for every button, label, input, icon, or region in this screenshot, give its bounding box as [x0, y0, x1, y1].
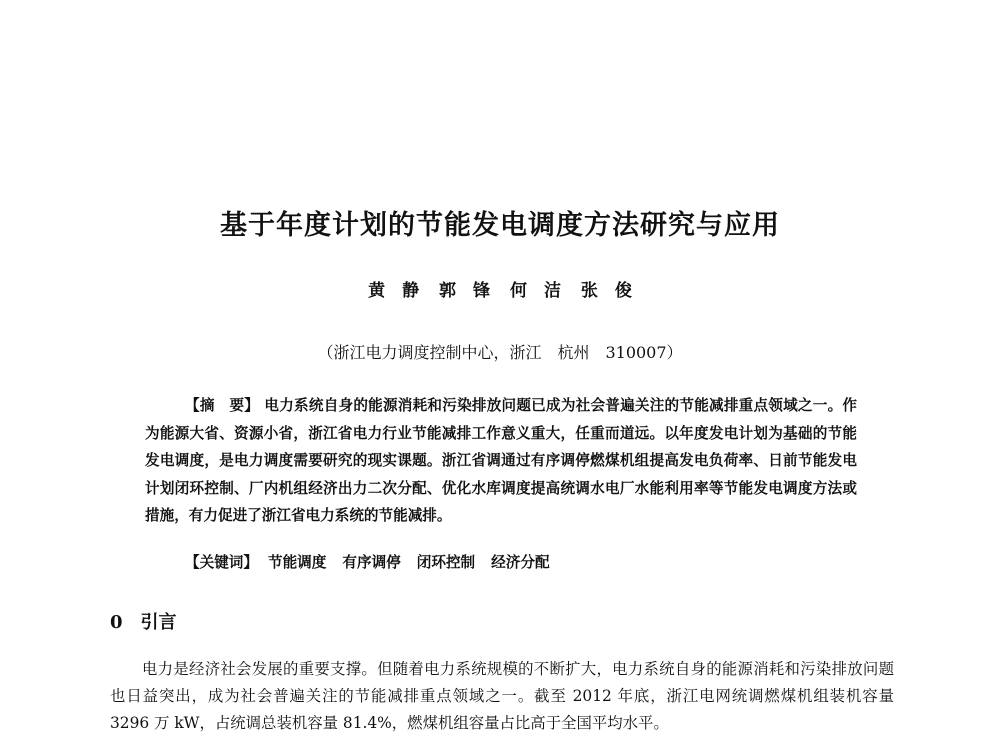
author-name: 张 俊 [580, 281, 632, 301]
author-name: 黄 静 [368, 281, 420, 301]
keyword: 经济分配 [491, 554, 550, 571]
intro-paragraph: 电力是经济社会发展的重要支撑。但随着电力系统规模的不断扩大，电力系统自身的能源消耗和污染排放问题也日益突出，成为社会普遍关注的节能减排重点领域之一。截至 2012 年底，浙江电网统调燃煤机组装机容量 3296 万 kW，占统调总装机容量 81.4%，燃煤机组容量占比高于全国平均水平。 [110, 660, 894, 732]
section-title: 引言 [140, 612, 177, 633]
keyword: 有序调停 [342, 554, 401, 571]
paper-title: 基于年度计划的节能发电调度方法研究与应用 [220, 210, 780, 241]
keyword: 闭环控制 [416, 554, 476, 571]
abstract-label: 【摘 要】 [185, 397, 260, 414]
section-number: 0 [110, 612, 123, 633]
abstract-block [145, 392, 857, 530]
keyword: 节能调度 [267, 554, 327, 571]
author-list [0, 276, 1000, 301]
author-name: 何 洁 [509, 281, 561, 301]
author-affiliation: （浙江电力调度控制中心，浙江 杭州 310007） [317, 343, 683, 362]
section-heading [110, 608, 177, 634]
keywords-block [185, 551, 566, 572]
keywords-label: 【关键词】 [185, 554, 258, 571]
abstract-text: 电力系统自身的能源消耗和污染排放问题已成为社会普遍关注的节能减排重点领域之一。作为能源大省、资源小省，浙江省电力行业节能减排工作意义重大，任重而道远。以年度发电计划为基础的节能发电调度，是电力调度需要研究的现实课题。浙江省调通过有序调停燃煤机组提高发电负荷率、日前节能发电计划闭环控制、厂内机组经济出力二次分配、优化水库调度提高统调水电厂水能利用率等节能发电调度方法或措施，有力促进了浙江省电力系统的节能减排。 [145, 397, 857, 524]
author-name: 郭 锋 [439, 281, 491, 301]
